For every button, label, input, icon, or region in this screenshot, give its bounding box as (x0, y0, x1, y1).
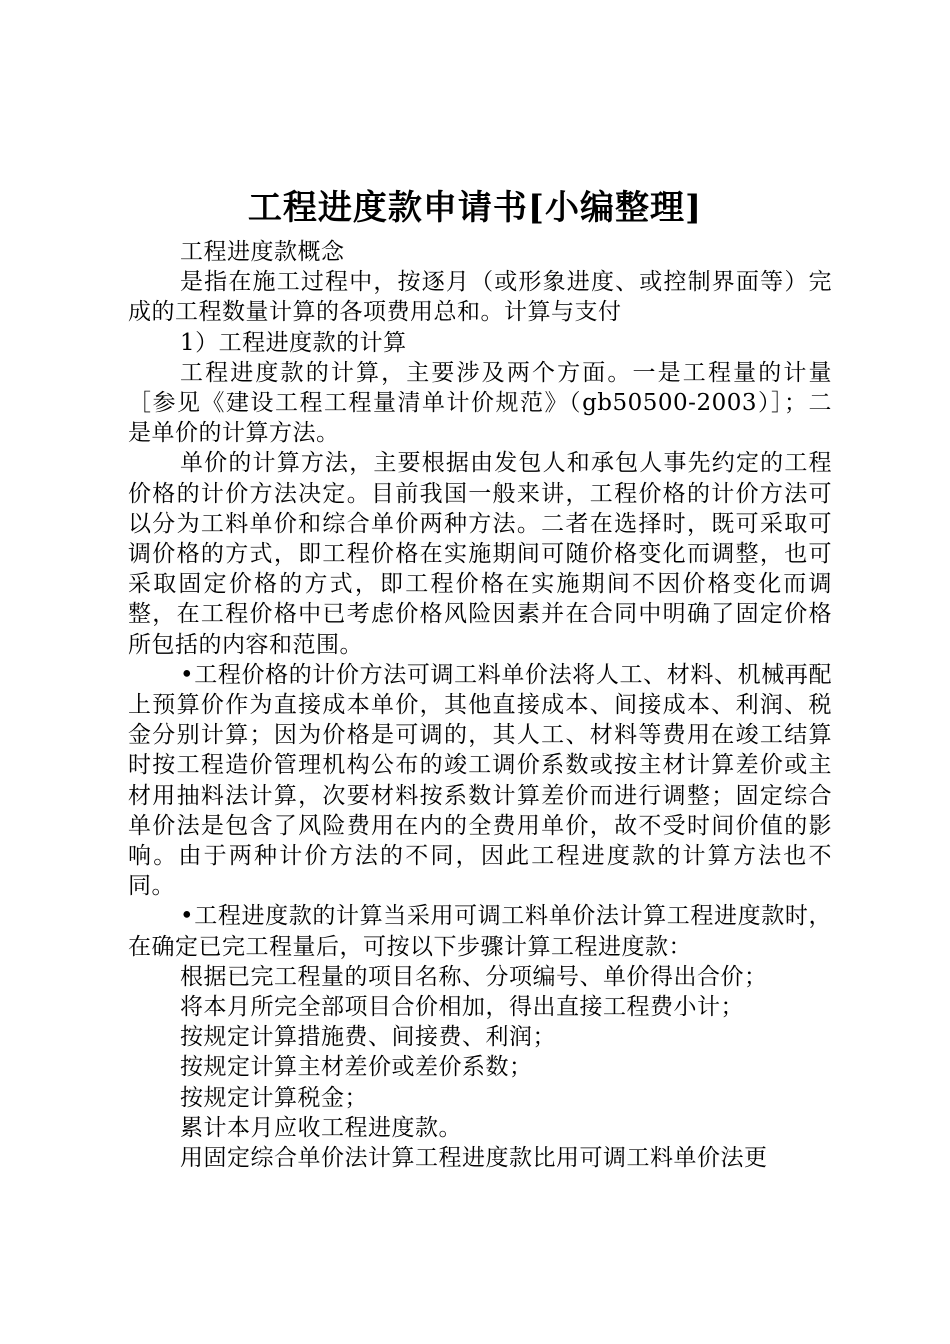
list-item-step-5: 按规定计算税金； (180, 1084, 368, 1111)
paragraph-pricing-methods: •工程价格的计价方法可调工料单价法将人工、材料、机械再配上预算价作为直接成本单价，其他直接成本、间接成本、利润、税金分别计算；因为价格是可调的，其人工、材料等费用在竣工结算时按工程造价管理机构公布的竣工调价系数或按主材计算差价或主材用抽料法计算，次要材料按系数计算差价而进行调整；固定综合单价法是包含了风险费用在内的全费用单价，故不受时间价值的影响。由于两种计价方法的不同，因此工程进度款的计算方法也不同。 (128, 661, 832, 900)
paragraph-fixed-price-method: 用固定综合单价法计算工程进度款比用可调工料单价法更 (180, 1145, 768, 1172)
list-item-step-6: 累计本月应收工程进度款。 (180, 1114, 462, 1141)
list-item-step-2: 将本月所完全部项目合价相加，得出直接工程费小计； (180, 994, 744, 1021)
paragraph-adjustable-method: •工程进度款的计算当采用可调工料单价法计算工程进度款时，在确定已完工程量后，可按以下步骤计算工程进度款： (128, 903, 832, 960)
document-body (128, 237, 832, 1173)
list-item-step-1: 根据已完工程量的项目名称、分项编号、单价得出合价； (180, 963, 768, 990)
list-item-step-4: 按规定计算主材差价或差价系数； (180, 1054, 533, 1081)
paragraph-calculation-heading: 1）工程进度款的计算 (180, 329, 407, 356)
paragraph-concept-definition: 是指在施工过程中，按逐月（或形象进度、或控制界面等）完成的工程数量计算的各项费用总和。计算与支付 (128, 269, 832, 326)
list-item-step-3: 按规定计算措施费、间接费、利润； (180, 1024, 556, 1051)
paragraph-concept-heading: 工程进度款概念 (180, 239, 345, 265)
paragraph-unit-price-method: 单价的计算方法，主要根据由发包人和承包人事先约定的工程价格的计价方法决定。目前我国一般来讲，工程价格的计价方法可以分为工料单价和综合单价两种方法。二者在选择时，既可采取可调价格的方式，即工程价格在实施期间可随价格变化而调整，也可采取固定价格的方式，即工程价格在实施期间不因价格变化而调整，在工程价格中已考虑价格风险因素并在合同中明确了固定价格所包括的内容和范围。 (128, 450, 832, 658)
paragraph-calculation-aspects: 工程进度款的计算，主要涉及两个方面。一是工程量的计量［参见《建设工程工程量清单计价规范》（gb50500-2003）］；二是单价的计算方法。 (128, 359, 832, 447)
document-title: 工程进度款申请书[小编整理] (247, 188, 703, 228)
